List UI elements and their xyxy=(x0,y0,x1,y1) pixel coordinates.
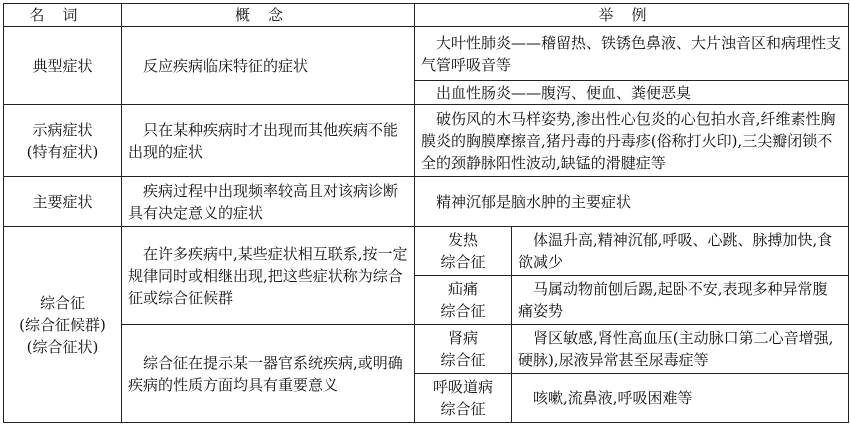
term-concept: 疾病过程中出现频率较高且对该病诊断具有决定意义的症状 xyxy=(122,177,415,227)
table-row xyxy=(4,227,849,276)
syndrome-desc: 咳嗽,流鼻液,呼吸困难等 xyxy=(512,374,849,423)
table-row xyxy=(4,177,849,227)
syndrome-desc: 肾区敏感,肾性高血压(主动脉口第二心音增强,硬脉),尿液异常甚至尿毒症等 xyxy=(512,325,849,374)
syndrome-desc: 体温升高,精神沉郁,呼吸、心跳、脉搏加快,食欲减少 xyxy=(512,227,849,276)
table-row xyxy=(4,325,849,374)
term-name: 综合征 (综合征候群) (综合征状) xyxy=(4,227,122,423)
term-concept: 只在某种疾病时才出现而其他疾病不能出现的症状 xyxy=(122,105,415,177)
term-concept: 综合征在提示某一器官系统疾病,或明确疾病的性质方面均具有重要意义 xyxy=(122,325,415,423)
table-row xyxy=(4,27,849,81)
header-example: 举例 xyxy=(415,4,849,27)
term-concept: 反应疾病临床特征的症状 xyxy=(122,27,415,105)
term-example: 大叶性肺炎——稽留热、铁锈色鼻液、大片浊音区和病理性支气管呼吸音等 xyxy=(415,27,849,81)
syndrome-name: 疝痛 综合征 xyxy=(415,276,512,325)
term-example: 精神沉郁是脑水肿的主要症状 xyxy=(415,177,849,227)
term-example: 出血性肠炎——腹泻、便血、粪便恶臭 xyxy=(415,81,849,105)
term-concept: 在许多疾病中,某些症状相互联系,按一定规律同时或相继出现,把这些症状称为综合征或综合征候群 xyxy=(122,227,415,325)
syndrome-desc: 马属动物前刨后踢,起卧不安,表现多种异常腹痛姿势 xyxy=(512,276,849,325)
syndrome-name: 发热 综合征 xyxy=(415,227,512,276)
syndrome-name: 肾病 综合征 xyxy=(415,325,512,374)
term-name: 典型症状 xyxy=(4,27,122,105)
header-name: 名词 xyxy=(4,4,122,27)
header-concept: 概念 xyxy=(122,4,415,27)
header-row xyxy=(4,4,849,27)
symptom-terms-table xyxy=(3,3,849,423)
term-name: 主要症状 xyxy=(4,177,122,227)
syndrome-name: 呼吸道病 综合征 xyxy=(415,374,512,423)
term-example: 破伤风的木马样姿势,渗出性心包炎的心包拍水音,纤维素性胸膜炎的胸膜摩擦音,猪丹毒的丹毒疹(俗称打火印),三尖瓣闭锁不全的颈静脉阳性波动,缺锰的滑腱症等 xyxy=(415,105,849,177)
table-row xyxy=(4,105,849,177)
term-name: 示病症状 (特有症状) xyxy=(4,105,122,177)
